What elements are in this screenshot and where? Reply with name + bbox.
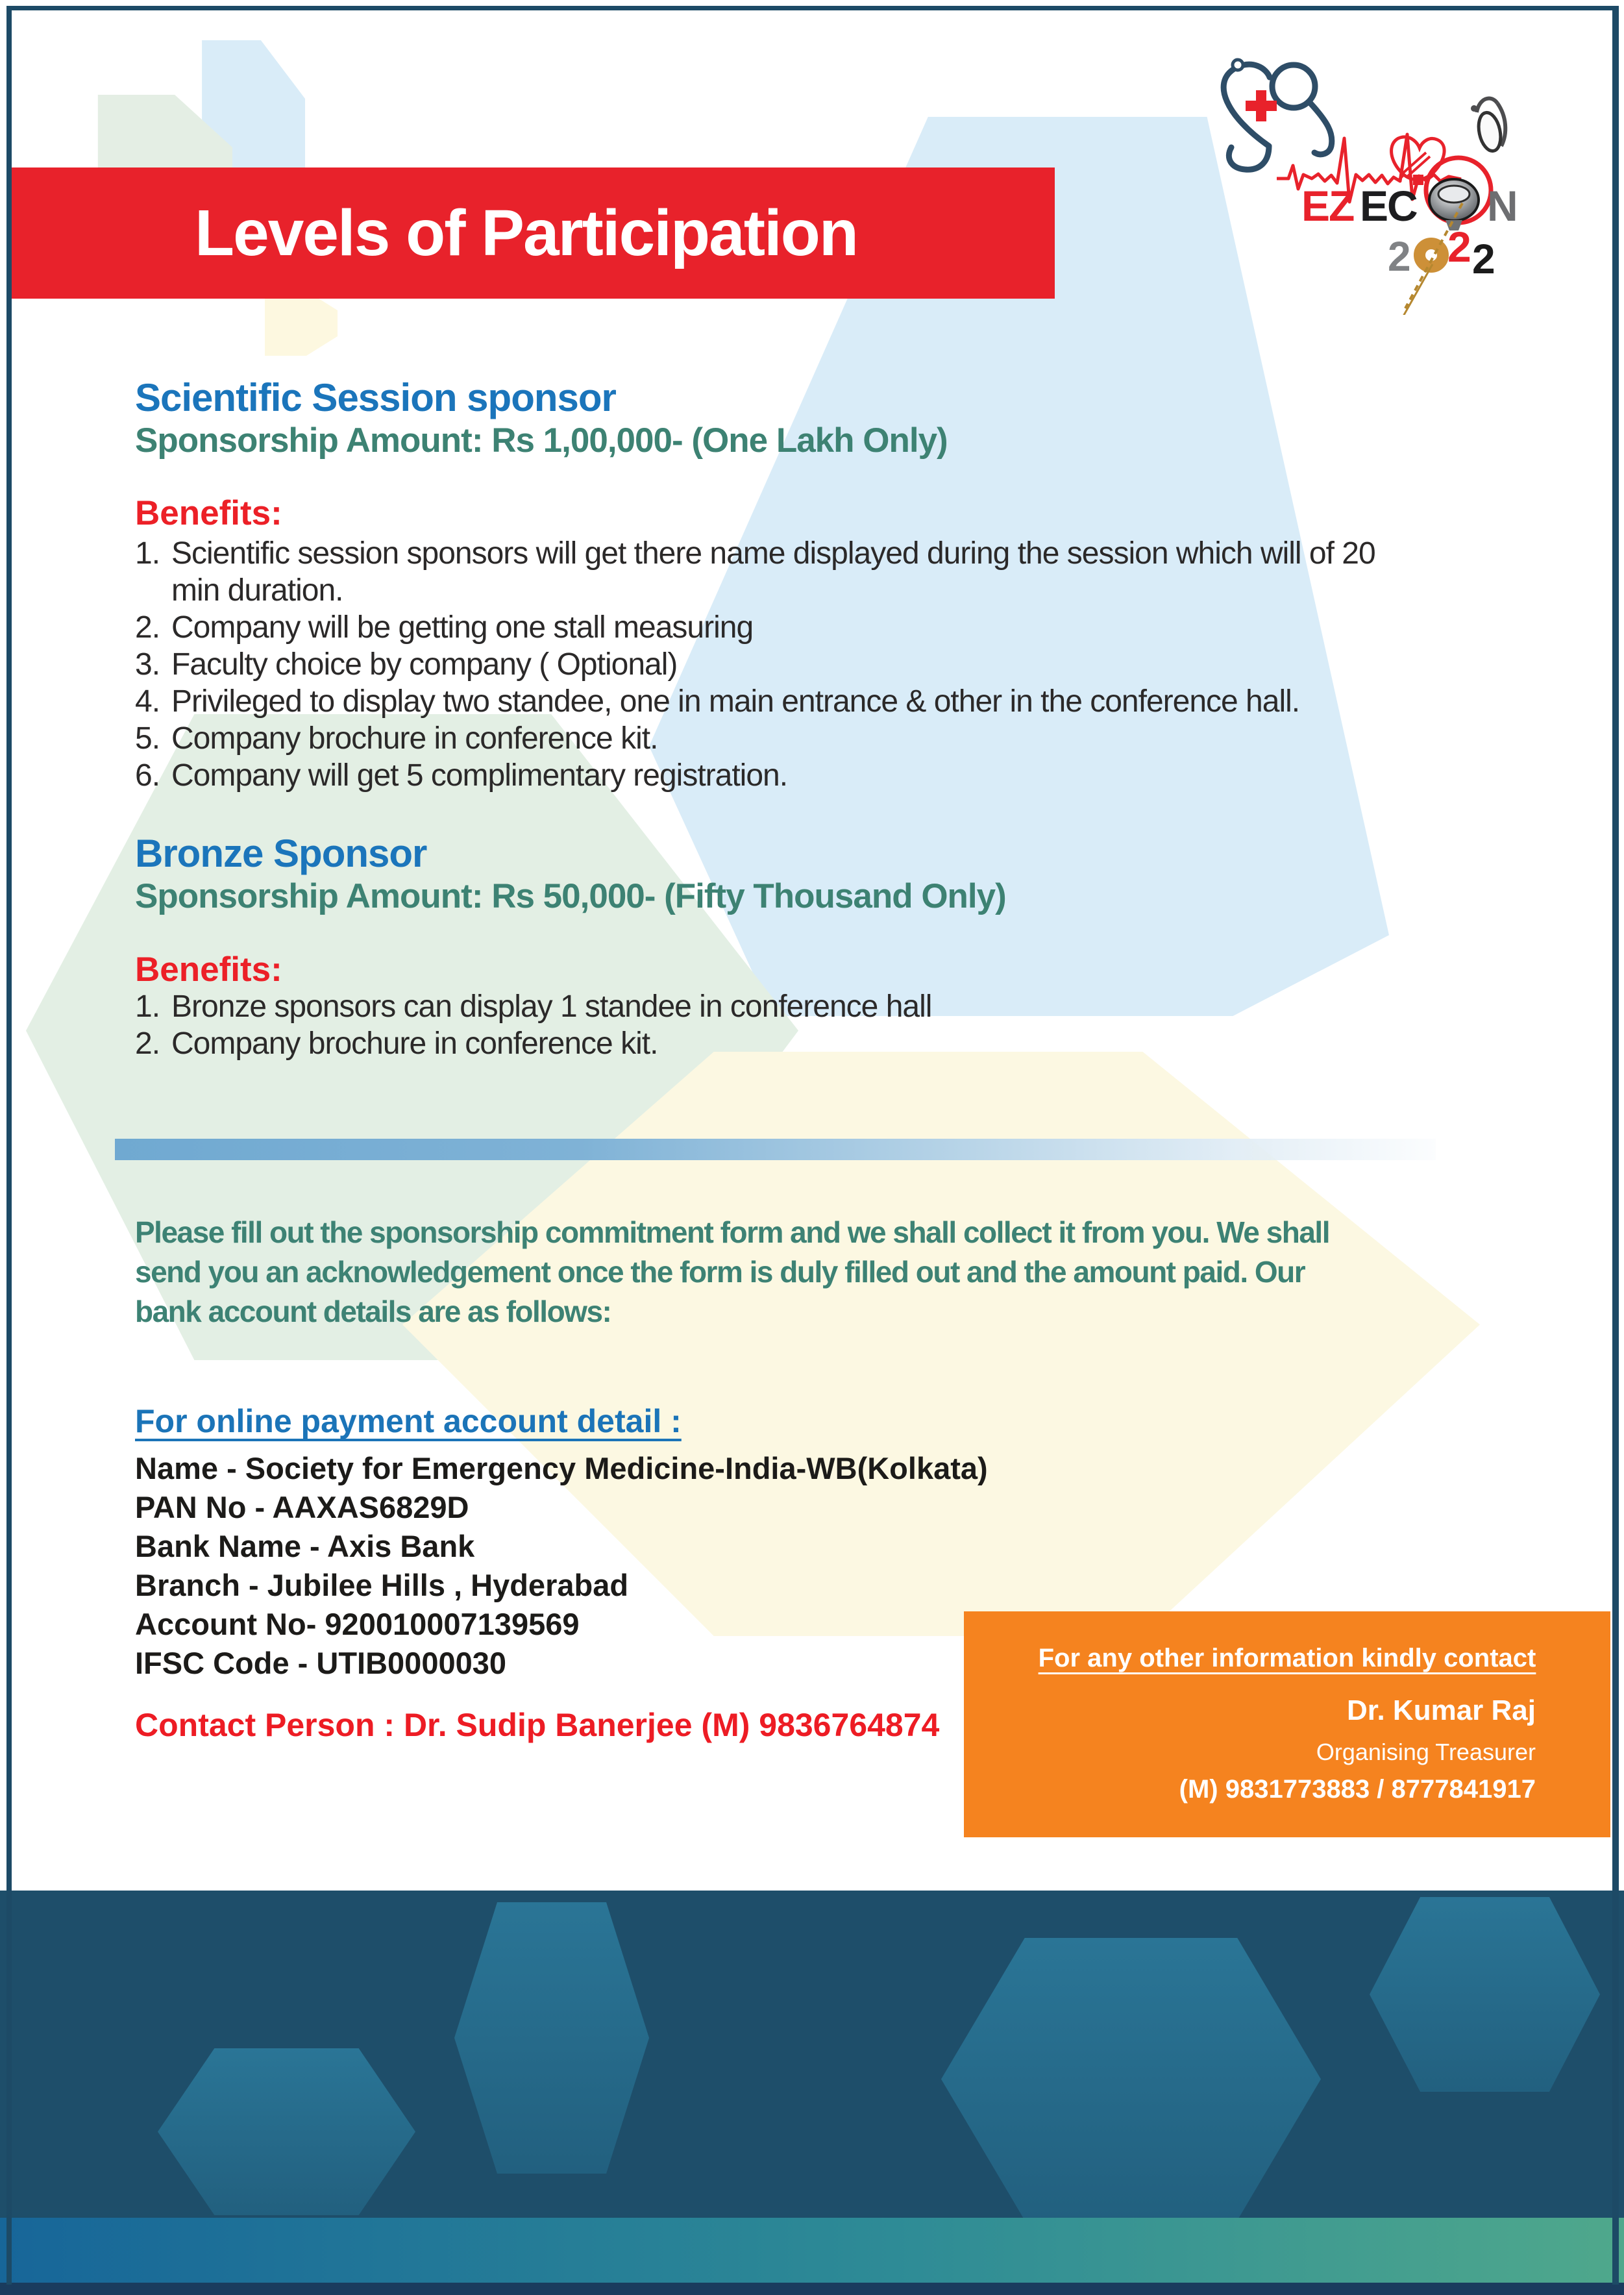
stethoscope-heart-icon <box>1224 60 1332 169</box>
list-item: Bronze sponsors can display 1 standee in conference hall <box>171 989 932 1024</box>
footer-hexagon <box>941 1938 1321 2220</box>
payment-heading: For online payment account detail : <box>135 1403 682 1439</box>
page-border-right <box>1612 6 1619 2285</box>
commitment-note: Please fill out the sponsorship commitment form and we shall collect it from you. We shall send you an acknowledgement once the form is duly filled out and the amount paid. Our bank account details are as follows: <box>135 1215 1329 1328</box>
logo-text-ez: EZ <box>1301 182 1354 230</box>
footer-hexagon <box>1370 1897 1600 2092</box>
logo-year-digit-black: 2 <box>1472 236 1495 282</box>
logo-text-ec: EC <box>1360 182 1417 230</box>
payment-line-pan: PAN No - AAXAS6829D <box>135 1490 469 1524</box>
logo-year-zero-ring <box>1420 243 1443 267</box>
list-item: Faculty choice by company ( Optional) <box>171 647 678 682</box>
payment-line-ifsc: IFSC Code - UTIB0000030 <box>135 1646 507 1680</box>
list-item: Privileged to display two standee, one in main entrance & other in the conference hall. <box>171 684 1300 719</box>
payment-line-name: Name - Society for Emergency Medicine-India-WB(Kolkata) <box>135 1451 988 1485</box>
payment-line-branch: Branch - Jubilee Hills , Hyderabad <box>135 1568 629 1602</box>
ezecon-2022-logo <box>1204 36 1535 315</box>
info-box-contact-name: Dr. Kumar Raj <box>1347 1694 1536 1726</box>
section-amount-bronze: Sponsorship Amount: Rs 50,000- (Fifty Thousand Only) <box>135 877 1006 915</box>
info-box <box>964 1611 1610 1837</box>
info-box-contact-role: Organising Treasurer <box>1316 1739 1536 1765</box>
decor-hexagon-yellow-top <box>234 291 338 356</box>
footer-bottom-strip <box>0 2283 1624 2295</box>
benefits-list-bronze <box>135 988 1420 1062</box>
list-item: Company will be getting one stall measuring <box>171 610 754 645</box>
page-border-left <box>6 6 12 2285</box>
benefits-label-bronze: Benefits: <box>135 950 282 989</box>
stethoscope-earpiece-icon <box>1471 98 1505 153</box>
contact-person-line: Contact Person : Dr. Sudip Banerjee (M) 9836764874 <box>135 1707 940 1743</box>
gradient-divider <box>115 1139 1436 1160</box>
section-heading-bronze: Bronze Sponsor <box>135 832 427 875</box>
logo-text-n: N <box>1487 182 1518 230</box>
footer-gradient-bar <box>0 2218 1624 2283</box>
title-banner <box>10 167 1055 299</box>
section-amount-scientific: Sponsorship Amount: Rs 1,00,000- (One Lakh Only) <box>135 421 948 460</box>
info-box-heading: For any other information kindly contact <box>1038 1644 1536 1672</box>
footer-hexagon <box>454 1902 649 2174</box>
payment-details <box>135 1449 988 1683</box>
page-border-top <box>6 6 1618 10</box>
list-item: Company will get 5 complimentary registration. <box>171 758 788 793</box>
benefits-list-scientific <box>135 535 1420 794</box>
logo-year-digit-red: 2 <box>1447 223 1471 271</box>
footer-band <box>0 1891 1624 2295</box>
payment-line-account: Account No- 920010007139569 <box>135 1607 580 1641</box>
payment-line-bank: Bank Name - Axis Bank <box>135 1529 475 1563</box>
list-item: Company brochure in conference kit. <box>171 1026 658 1061</box>
list-item: Scientific session sponsors will get there name displayed during the session which will of 20 min duration. <box>171 536 1375 608</box>
section-heading-scientific: Scientific Session sponsor <box>135 376 616 419</box>
footer-hexagon <box>158 2048 415 2215</box>
logo-year-digit-gray: 2 <box>1388 233 1411 280</box>
list-item: Company brochure in conference kit. <box>171 721 658 756</box>
info-box-contact-phones: (M) 9831773883 / 8777841917 <box>1179 1775 1536 1804</box>
benefits-label-scientific: Benefits: <box>135 494 282 532</box>
page-title: Levels of Participation <box>195 196 857 269</box>
